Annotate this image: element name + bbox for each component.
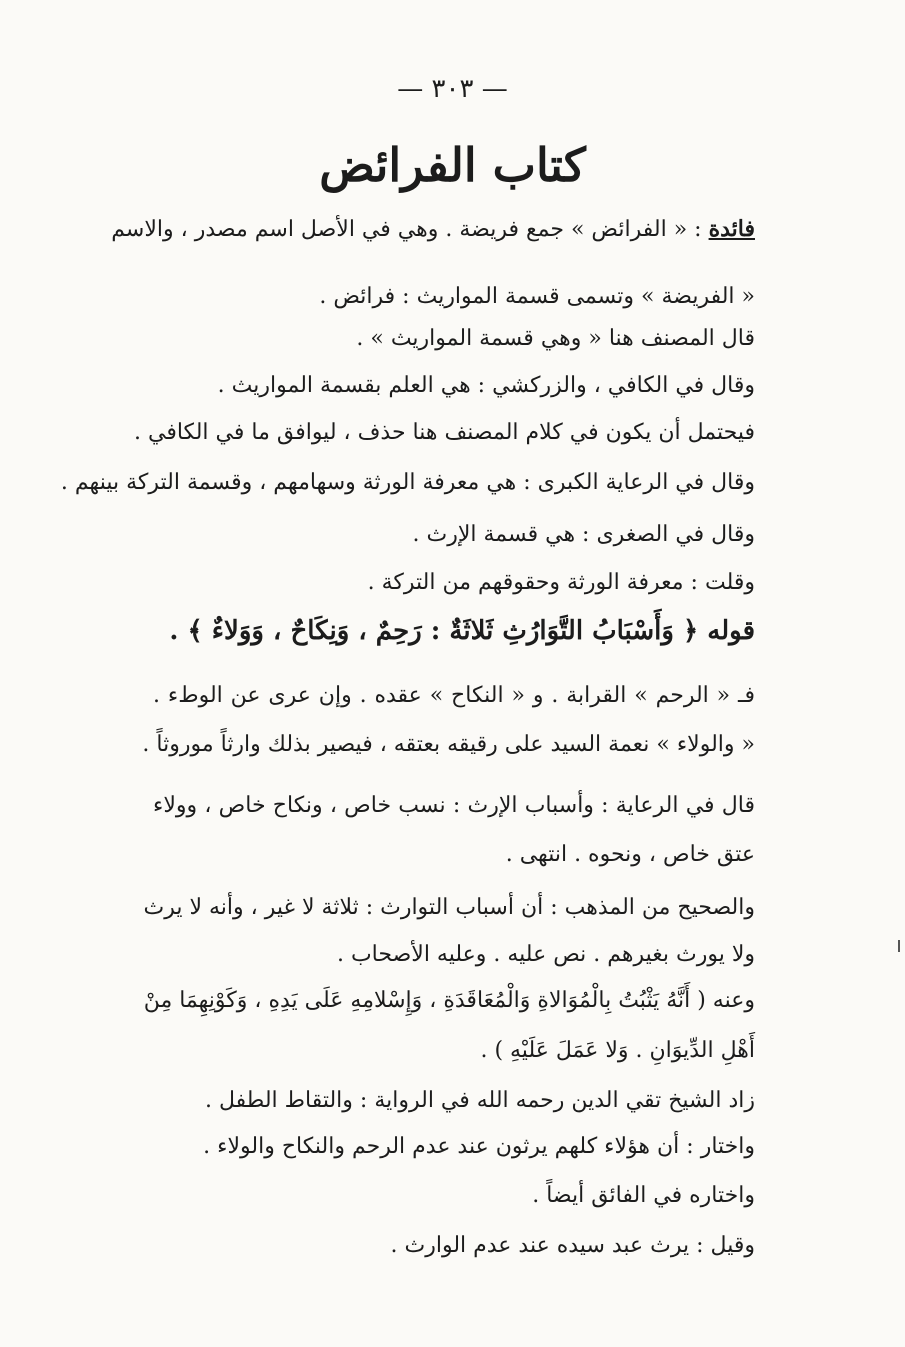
text-line-21: وقيل : يرث عبد سيده عند عدم الوارث . (390, 1233, 755, 1258)
margin-mark (898, 940, 900, 952)
text-line-10: فـ « الرحم » القرابة . و « النكاح » عقده . وإن عرى عن الوطء . (153, 683, 755, 708)
text-line-18: زاد الشيخ تقي الدين رحمه الله في الرواية : والتقاط الطفل . (205, 1088, 755, 1113)
text-line-15: ولا يورث بغيرهم . نص عليه . وعليه الأصحاب . (336, 942, 755, 967)
chapter-title: كتاب الفرائض (319, 138, 586, 192)
text-line-5: فيحتمل أن يكون في كلام المصنف هنا حذف ، ليوافق ما في الكافي . (134, 420, 755, 445)
text-line-19: واختار : أن هؤلاء كلهم يرثون عند عدم الرحم والنكاح والولاء . (203, 1134, 755, 1159)
text-line-20: واختاره في الفائق أيضاً . (532, 1183, 755, 1208)
text-line-2: « الفريضة » وتسمى قسمة المواريث : فرائض . (319, 284, 755, 309)
text-line-17: أَهْلِ الدِّيوَانِ . وَلا عَمَلَ عَلَيْهِ ) . (480, 1038, 755, 1063)
text-line-16: وعنه ( أَنَّهُ يَثْبُتُ بِالْمُوَالاةِ وَالْمُعَاقَدَةِ ، وَإِسْلامِهِ عَلَى يَدِهِ ، وَكَوْنِهِمَا مِنْ (143, 988, 755, 1013)
lead-word-faida: فائدة (708, 216, 755, 242)
quoted-text-line: قوله ﴿ وَأَسْبَابُ التَّوَارُثِ ثَلاثَةٌ : رَحِمٌ ، وَنِكَاحٌ ، وَوَلاءٌ ﴾ . (169, 616, 755, 646)
line-1-text: : « الفرائض » جمع فريضة . وهي في الأصل اسم مصدر ، والاسم (111, 217, 702, 242)
text-line-6: وقال في الرعاية الكبرى : هي معرفة الورثة وسهامهم ، وقسمة التركة بينهم . (60, 470, 755, 495)
text-line-12: قال في الرعاية : وأسباب الإرث : نسب خاص ، ونكاح خاص ، وولاء (153, 793, 755, 818)
text-line-3: قال المصنف هنا « وهي قسمة المواريث » . (356, 326, 755, 351)
text-line-7: وقال في الصغرى : هي قسمة الإرث . (412, 522, 755, 547)
text-line-1 (111, 216, 755, 243)
text-line-14: والصحيح من المذهب : أن أسباب التوارث : ثلاثة لا غير ، وأنه لا يرث (143, 895, 755, 920)
text-line-4: وقال في الكافي ، والزركشي : هي العلم بقسمة المواريث . (217, 373, 755, 398)
text-line-8: وقلت : معرفة الورثة وحقوقهم من التركة . (367, 570, 755, 595)
page-number: — ٣٠٣ — (397, 74, 508, 104)
text-line-11: « والولاء » نعمة السيد على رقيقه بعتقه ، فيصير بذلك وارثاً موروثاً . (142, 732, 755, 757)
text-line-13: عتق خاص ، ونحوه . انتهى . (505, 842, 755, 867)
